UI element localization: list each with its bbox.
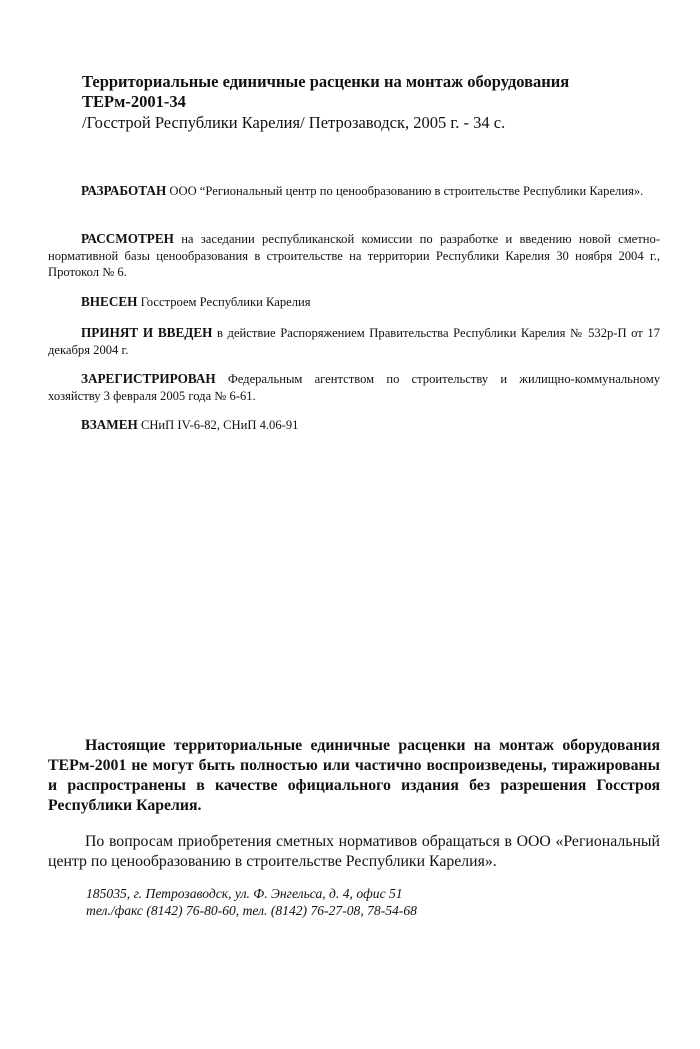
contact-text: По вопросам приобретения сметных нормативов обращаться в ООО «Региональный центр по ценообразованию в строительстве Республики Карелия». <box>48 833 660 870</box>
entry-developed <box>48 183 660 200</box>
publication-source: /Госстрой Республики Карелия/ Петрозаводск, 2005 г. - 34 с. <box>82 113 506 132</box>
copyright-notice <box>48 736 660 816</box>
copyright-notice-text: Настоящие территориальные единичные расценки на монтаж оборудования ТЕРм-2001 не могут быть полностью или частично воспроизведены, тиражированы и распространены в качестве официального издания без разрешения Госстроя Республики Карелия. <box>48 737 660 814</box>
entry-registered <box>48 371 660 404</box>
phone-numbers: тел./факс (8142) 76-80-60, тел. (8142) 76-27-08, 78-54-68 <box>86 903 417 918</box>
entry-submitted-text: Госстроем Республики Карелия <box>140 295 311 309</box>
entry-adopted <box>48 325 660 358</box>
entry-registered-text: Федеральным агентством по строительству и жилищно-коммунальному хозяйству 3 февраля 2005 года № 6-61. <box>48 372 660 403</box>
entry-reviewed-text: на заседании республиканской комиссии по разработке и введению новой сметно-нормативной базы ценообразования в строительстве на территории Республики Карелия 30 ноября 2004 г., Протокол № 6. <box>48 232 660 279</box>
contact-info <box>48 832 660 872</box>
document-code: ТЕРм-2001-34 <box>82 92 186 111</box>
document-header <box>82 72 622 133</box>
entry-replaces-text: СНиП IV-6-82, СНиП 4.06-91 <box>140 418 299 432</box>
entry-submitted <box>48 294 660 311</box>
entry-developed-text: ООО “Региональный центр по ценообразованию в строительстве Республики Карелия». <box>169 184 644 198</box>
entry-adopted-label: ПРИНЯТ И ВВЕДЕН <box>81 325 213 340</box>
entry-submitted-label: ВНЕСЕН <box>81 294 138 309</box>
entry-adopted-text: в действие Распоряжением Правительства Республики Карелия № 532р-П от 17 декабря 2004 г. <box>48 326 660 357</box>
postal-address: 185035, г. Петрозаводск, ул. Ф. Энгельса, д. 4, офис 51 <box>86 886 403 901</box>
entry-reviewed <box>48 231 660 281</box>
document-title: Территориальные единичные расценки на монтаж оборудования <box>82 72 570 91</box>
entry-reviewed-label: РАССМОТРЕН <box>81 231 174 246</box>
entry-developed-label: РАЗРАБОТАН <box>81 183 167 198</box>
contact-address-block <box>86 885 417 919</box>
entry-registered-label: ЗАРЕГИСТРИРОВАН <box>81 371 216 386</box>
entry-replaces-label: ВЗАМЕН <box>81 417 138 432</box>
entry-replaces <box>48 417 660 434</box>
